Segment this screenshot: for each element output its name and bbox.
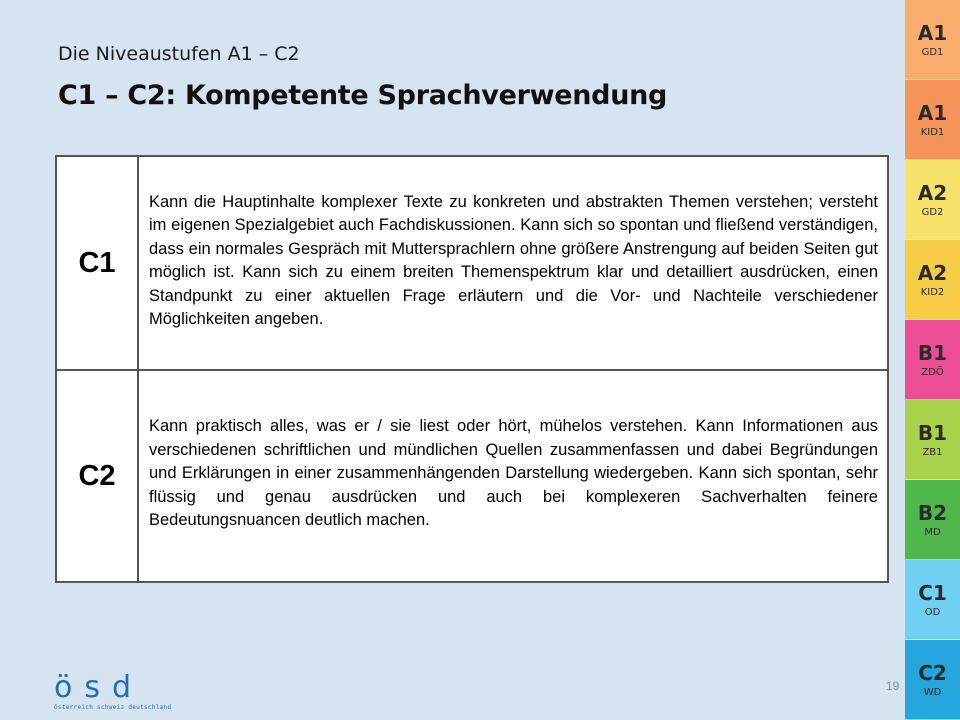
- tab-sublabel: ZB1: [922, 446, 943, 458]
- tab-label: B1: [917, 340, 948, 365]
- tab-a2-kid2[interactable]: [905, 240, 960, 320]
- tab-label: B1: [917, 420, 948, 445]
- tab-a2-gd2[interactable]: [905, 160, 960, 240]
- level-code: C1: [56, 156, 138, 370]
- tab-label: A1: [917, 100, 948, 125]
- tab-label: C2: [918, 660, 947, 685]
- tab-b2-md[interactable]: [905, 480, 960, 560]
- tab-sublabel: GD2: [921, 206, 944, 218]
- logo-caption: österreich schweiz deutschland: [54, 704, 172, 711]
- tab-sublabel: KID2: [920, 286, 945, 298]
- tab-label: A2: [917, 260, 948, 285]
- tab-a1-gd1[interactable]: [905, 0, 960, 80]
- tab-label: B2: [917, 500, 948, 525]
- levels-table: [55, 155, 889, 583]
- tab-c1-od[interactable]: [905, 560, 960, 640]
- tab-b1-zb1[interactable]: [905, 400, 960, 480]
- tab-sublabel: MD: [924, 526, 941, 538]
- logo-wordmark: ösd: [54, 670, 144, 705]
- osd-logo: [54, 670, 172, 714]
- page-number: 19: [886, 679, 900, 693]
- tab-sublabel: WD: [923, 686, 942, 698]
- tab-c2-wd[interactable]: [905, 640, 960, 720]
- table-row: [56, 156, 888, 370]
- table-row: [56, 370, 888, 582]
- level-description: Kann die Hauptinhalte komplexer Texte zu konkreten und abstrakten Themen verstehen; versteht im eigenen Spezialgebiet auch Fachdiskussionen. Kann sich so spontan und fließend verständigen, dass ein normales Gespräch mit Muttersprachlern ohne größere Anstrengung auf beiden Seiten gut möglich ist. Kann sich zu einem breiten Themenspektrum klar und detailliert ausdrücken, einen Standpunkt zu einer aktuellen Frage erläutern und die Vor- und Nachteile verschiedener Möglichkeiten angeben.: [138, 156, 888, 370]
- level-code: C2: [56, 370, 138, 582]
- tab-label: A2: [917, 180, 948, 205]
- slide-title: C1 – C2: Kompetente Sprachverwendung: [58, 80, 668, 111]
- tab-label: A1: [917, 20, 948, 45]
- tab-sublabel: KID1: [920, 126, 945, 138]
- tab-sublabel: OD: [924, 606, 941, 618]
- slide-subtitle: Die Niveaustufen A1 – C2: [58, 43, 300, 65]
- tab-label: C1: [918, 580, 947, 605]
- level-description: Kann praktisch alles, was er / sie liest oder hört, mühelos verstehen. Kann Informationen aus verschiedenen schriftlichen und mündlichen Quellen zusammenfassen und dabei Begründungen und Erklärungen in einer zusammenhängenden Darstellung wiedergeben. Kann sich spontan, sehr flüssig und genau ausdrücken und auch bei komplexeren Sachverhalten feinere Bedeutungsnuancen deutlich machen.: [138, 370, 888, 582]
- tab-b1-zdoe[interactable]: [905, 320, 960, 400]
- tab-a1-kid1[interactable]: [905, 80, 960, 160]
- level-tabs-sidebar: [905, 0, 960, 720]
- tab-sublabel: GD1: [921, 46, 944, 58]
- tab-sublabel: ZDÖ: [921, 366, 944, 378]
